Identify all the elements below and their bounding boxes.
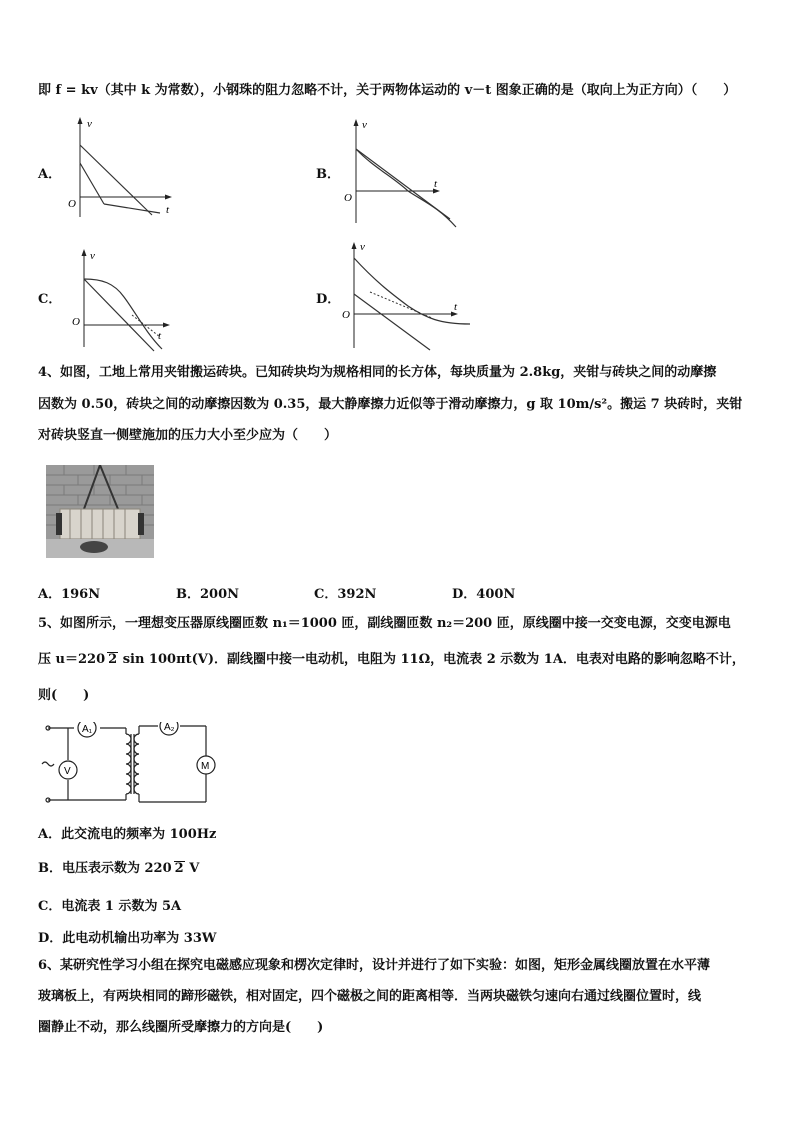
q3-option-b-label[interactable]: B． bbox=[316, 167, 340, 182]
graph-b-origin-label: O bbox=[344, 192, 352, 204]
ammeter-1-label: A₁ bbox=[82, 724, 93, 735]
q3-graph-b bbox=[338, 115, 468, 230]
graph-c-t-label: t bbox=[158, 330, 162, 342]
graph-b-t-label: t bbox=[434, 178, 438, 190]
graph-a-origin-label: O bbox=[68, 198, 76, 210]
q4-line-2: 因数为 0.50，砖块之间的动摩擦因数为 0.35，最大静摩擦力近似等于滑动摩擦力，g 取 10m/s²。搬运 7 块砖时，夹钳 bbox=[38, 397, 743, 412]
motor-label: M bbox=[201, 761, 210, 772]
q6-line-2: 玻璃板上，有两块相同的蹄形磁铁，相对固定，四个磁极之间的距离相等．当两块磁铁匀速向右通过线圈位置时，线 bbox=[38, 989, 702, 1004]
q3-stem: 即 f = kv（其中 k 为常数），小钢珠的阻力忽略不计，关于两物体运动的 v－t 图象正确的是（取向上为正方向）（ ） bbox=[38, 83, 737, 98]
q5-option-c[interactable]: C．电流表 1 示数为 5A bbox=[38, 899, 182, 914]
q4-option-a[interactable]: A．196N bbox=[38, 587, 101, 602]
q4-line-1: 4、如图，工地上常用夹钳搬运砖块。已知砖块均为规格相同的长方体，每块质量为 2.8kg，夹钳与砖块之间的动摩擦 bbox=[38, 365, 717, 380]
ammeter-2-label: A₂ bbox=[164, 722, 175, 733]
q3-graph-c bbox=[62, 243, 182, 353]
graph-c-origin-label: O bbox=[72, 316, 80, 328]
graph-d-v-label: v bbox=[360, 241, 365, 253]
q4-option-b[interactable]: B．200N bbox=[176, 587, 240, 602]
brick-clamp-photo bbox=[46, 465, 154, 558]
q3-graph-d bbox=[336, 238, 476, 353]
q4-option-c[interactable]: C．392N bbox=[314, 587, 377, 602]
q6-line-3: 圈静止不动，那么线圈所受摩擦力的方向是( ) bbox=[38, 1020, 324, 1035]
q5-line-1: 5、如图所示，一理想变压器原线圈匝数 n₁＝1000 匝，副线圈匝数 n₂＝200 匝，原线圈中接一交变电源，交变电源电 bbox=[38, 616, 731, 631]
graph-c-v-label: v bbox=[90, 250, 95, 262]
q3-option-c-label[interactable]: C． bbox=[38, 292, 62, 307]
sqrt-symbol: 2 bbox=[108, 652, 118, 667]
q6-line-1: 6、某研究性学习小组在探究电磁感应现象和楞次定律时，设计并进行了如下实验：如图，矩形金属线圈放置在水平薄 bbox=[38, 958, 711, 973]
graph-d-t-label: t bbox=[454, 301, 458, 313]
transformer-circuit-diagram bbox=[38, 722, 218, 808]
q5-option-b[interactable]: B．电压表示数为 220 2 V bbox=[38, 861, 200, 876]
q5-option-a[interactable]: A．此交流电的频率为 100Hz bbox=[38, 827, 217, 842]
q5-line-3: 则( ) bbox=[38, 688, 90, 703]
sqrt-symbol: 2 bbox=[174, 861, 184, 876]
q3-option-a-label[interactable]: A． bbox=[38, 167, 62, 182]
q4-line-3: 对砖块竖直一侧壁施加的压力大小至少应为（ ） bbox=[38, 428, 338, 443]
graph-b-v-label: v bbox=[362, 119, 367, 131]
q3-option-d-label[interactable]: D． bbox=[316, 292, 341, 307]
q3-graph-a bbox=[62, 115, 182, 225]
voltmeter-label: V bbox=[64, 766, 71, 777]
graph-a-t-label: t bbox=[166, 204, 170, 216]
q5-option-d[interactable]: D．此电动机输出功率为 33W bbox=[38, 931, 217, 946]
graph-a-v-label: v bbox=[87, 118, 92, 130]
graph-d-origin-label: O bbox=[342, 309, 350, 321]
q4-option-d[interactable]: D．400N bbox=[452, 587, 516, 602]
q5-line-2: 压 u＝220 2 sin 100πt(V)．副线圈中接一电动机，电阻为 11Ω，电流表 2 示数为 1A．电表对电路的影响忽略不计， bbox=[38, 652, 745, 667]
